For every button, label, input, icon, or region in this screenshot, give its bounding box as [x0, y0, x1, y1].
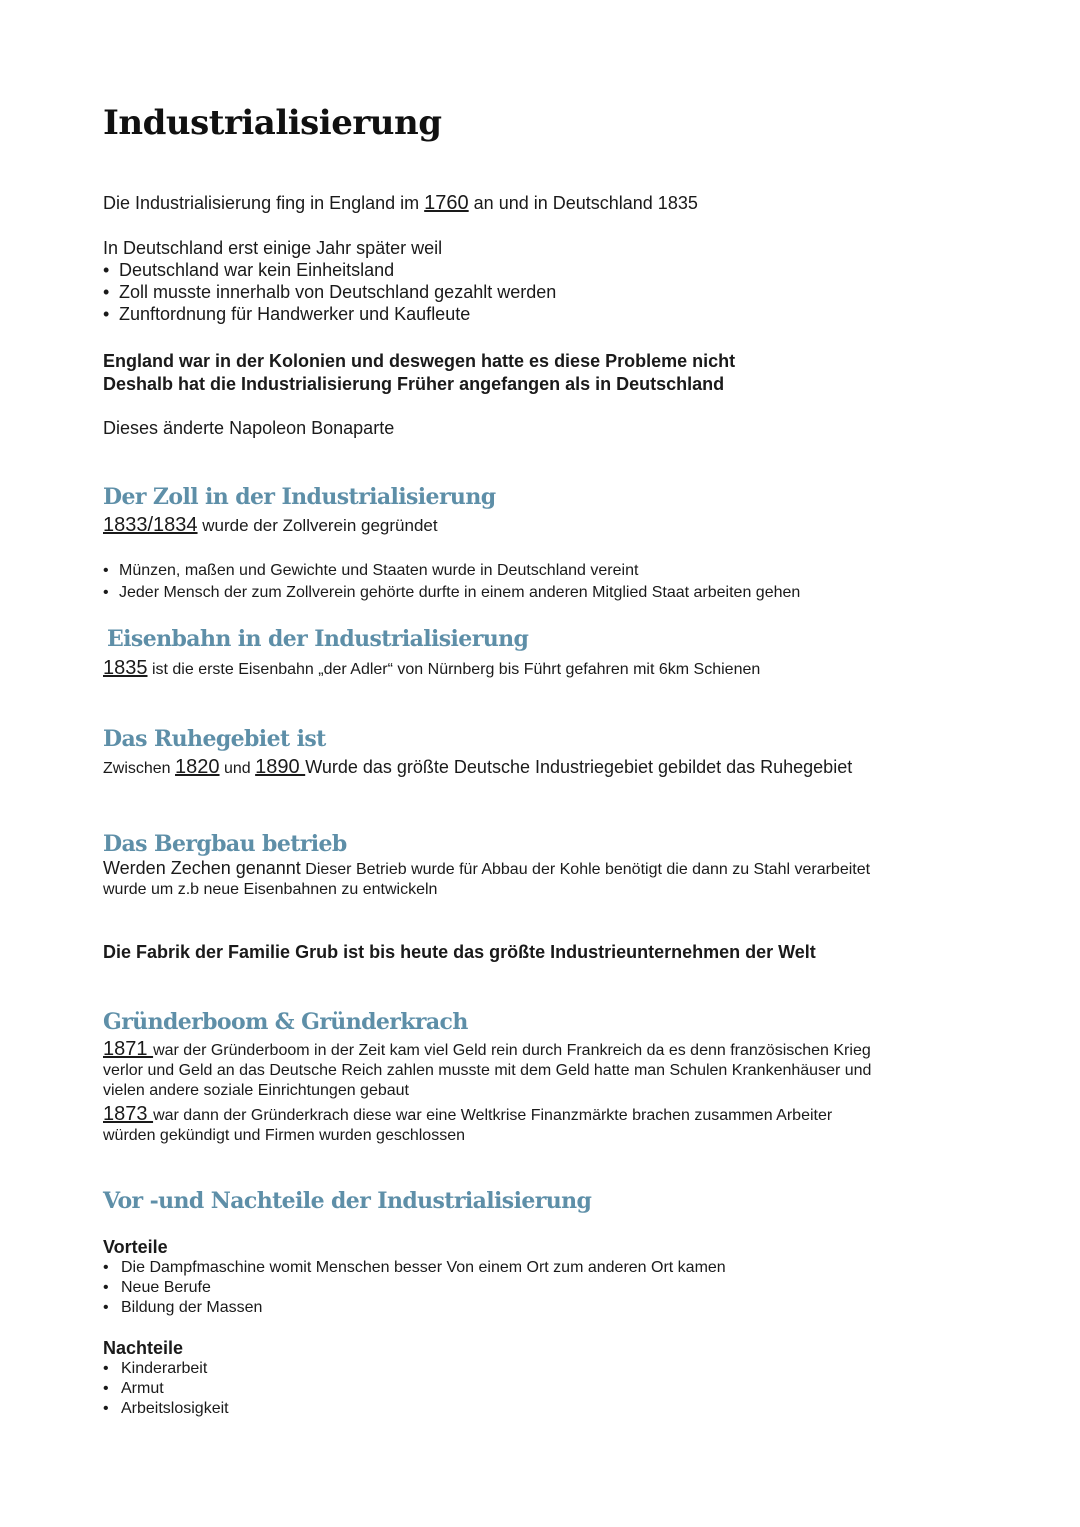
nachteil-item: • Arbeitslosigkeit	[103, 1400, 229, 1417]
bullet-icon: •	[103, 1259, 109, 1276]
section-heading-bergbau: Das Bergbau betrieb	[103, 831, 347, 857]
bullet-icon: •	[103, 304, 110, 324]
bullet-icon: •	[103, 260, 110, 280]
bergbau-line-2: wurde um z.b neue Eisenbahnen zu entwickeln	[103, 881, 438, 898]
gruender-line: verlor und Geld an das Deutsche Reich zahlen musste mit dem Geld hatte man Schulen Krankenhäuser und	[103, 1062, 872, 1079]
nachteil-item: • Armut	[103, 1380, 164, 1397]
bold-statement: England war in der Kolonien und deswegen hatte es diese Probleme nicht	[103, 351, 736, 371]
section-heading-zoll: Der Zoll in der Industrialisierung	[103, 484, 496, 510]
vorteil-item: • Neue Berufe	[103, 1279, 211, 1296]
bullet-icon: •	[103, 1400, 109, 1417]
bullet-icon: •	[103, 1299, 109, 1316]
section-heading-gruender: Gründerboom & Gründerkrach	[103, 1009, 468, 1035]
bullet-icon: •	[103, 1360, 109, 1377]
gruender-line: vielen andere soziale Einrichtungen gebaut	[103, 1082, 409, 1099]
reason-item: • Deutschland war kein Einheitsland	[103, 260, 395, 280]
year-1760: 1760	[424, 192, 469, 214]
nachteil-item: • Kinderarbeit	[103, 1360, 208, 1377]
page-title: Industrialisierung	[103, 103, 442, 143]
section-heading-vornach: Vor -und Nachteile der Industrialisierung	[103, 1188, 592, 1214]
gruender-line: 1871 war der Gründerboom in der Zeit kam viel Geld rein durch Frankreich da es denn französischen Krieg	[103, 1038, 871, 1060]
section-heading-eisenbahn: Eisenbahn in der Industrialisierung	[107, 626, 529, 652]
napoleon-line: Dieses änderte Napoleon Bonaparte	[103, 418, 395, 438]
gruender-line: 1873 war dann der Gründerkrach diese war eine Weltkrise Finanzmärkte brachen zusammen Arbeiter	[103, 1103, 833, 1125]
zoll-bullet: • Jeder Mensch der zum Zollverein gehörte durfte in einem anderen Mitglied Staat arbeiten gehen	[103, 582, 800, 604]
year-1833-1834: 1833/1834	[103, 514, 198, 536]
zoll-line: 1833/1834 wurde der Zollverein gegründet	[103, 514, 438, 536]
year-1871: 1871	[103, 1038, 154, 1060]
nachteile-label: Nachteile	[103, 1338, 184, 1358]
grub-statement: Die Fabrik der Familie Grub ist bis heute das größte Industrieunternehmen der Welt	[103, 942, 816, 962]
year-1835: 1835	[103, 657, 148, 679]
bullet-icon: •	[103, 1279, 109, 1296]
zoll-bullet: • Münzen, maßen und Gewichte und Staaten wurde in Deutschland vereint	[103, 560, 638, 582]
bullet-icon: •	[103, 562, 109, 579]
gruender-line: würden gekündigt und Firmen wurden geschlossen	[103, 1127, 465, 1144]
bold-statement: Deshalb hat die Industrialisierung Früher angefangen als in Deutschland	[103, 374, 725, 394]
reason-heading: In Deutschland erst einige Jahr später weil	[103, 238, 443, 258]
eisenbahn-line: 1835 ist die erste Eisenbahn „der Adler“ von Nürnberg bis Führt gefahren mit 6km Schienen	[103, 657, 761, 679]
reason-item: • Zoll musste innerhalb von Deutschland gezahlt werden	[103, 282, 557, 302]
intro-start-line: Die Industrialisierung fing in England im 1760 an und in Deutschland 1835	[103, 192, 698, 214]
reason-item: • Zunftordnung für Handwerker und Kaufleute	[103, 304, 471, 324]
year-1873: 1873	[103, 1103, 154, 1125]
bullet-icon: •	[103, 1380, 109, 1397]
year-1820: 1820	[175, 756, 220, 778]
bullet-icon: •	[103, 584, 109, 601]
ruhr-line: Zwischen 1820 und 1890 Wurde das größte Deutsche Industriegebiet gebildet das Ruhegebiet	[103, 756, 853, 778]
bergbau-line: Werden Zechen genannt Dieser Betrieb wurde für Abbau der Kohle benötigt die dann zu Stahl verarbeitet	[103, 858, 871, 878]
vorteil-item: • Die Dampfmaschine womit Menschen besser Von einem Ort zum anderen Ort kamen	[103, 1259, 726, 1276]
bullet-icon: •	[103, 282, 110, 302]
section-heading-ruhr: Das Ruhegebiet ist	[103, 726, 326, 752]
vorteil-item: • Bildung der Massen	[103, 1299, 263, 1316]
vorteile-label: Vorteile	[103, 1237, 168, 1257]
year-1890: 1890	[255, 756, 306, 778]
